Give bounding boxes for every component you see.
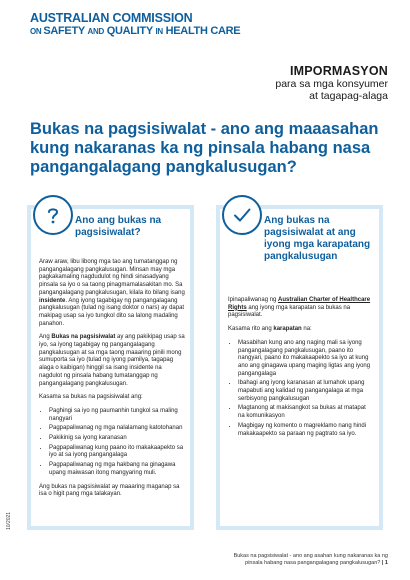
document-audience-line-2: at tagapag-alaga <box>309 90 388 102</box>
list-intro: Kasama rito ang karapatan na: <box>228 326 312 333</box>
info-card-open-disclosure-rights <box>216 205 383 530</box>
logo-line-2: ON SAFETY AND QUALITY IN HEALTH CARE <box>30 25 241 37</box>
page-title: Bukas na pagsisiwalat - ano ang maaasahan kung nakaranas ka ng pinsala habang nasa pangangalagang pangkalusugan? <box>30 120 379 176</box>
list-item: • Pagpapaliwanag ng mga hakbang na ginagawa upang maiwasan itong mangyaring muli. <box>49 462 185 477</box>
card-body <box>228 297 374 444</box>
check-icon <box>222 195 262 235</box>
card-heading: Ano ang bukas na pagsisiwalat? <box>75 215 162 238</box>
healthcare-rights-charter-link[interactable]: Australian Charter of Healthcare Rights <box>228 297 371 311</box>
document-audience-line-1: para sa mga konsyumer <box>275 78 388 90</box>
info-card-what-is-open-disclosure <box>27 205 194 530</box>
bullet-list <box>228 340 374 438</box>
logo-line-1: AUSTRALIAN COMMISSION <box>30 11 193 25</box>
footer-line-1: Bukas na pagsisiwalat - ano ang asahan kung nakaranas ka ng <box>233 553 388 559</box>
bullet-list <box>39 408 185 478</box>
list-item: • Pagpapaliwanag kung paano ito makakaapekto sa iyo at sa iyong pangangalaga <box>49 445 185 460</box>
list-item: • Magbigay ng komento o magreklamo nang hindi makakaapekto sa paraan ng pagtrato sa iyo. <box>238 423 374 438</box>
list-item: • Paghingi sa iyo ng paumanhin tungkol sa maling nangyari <box>49 408 185 423</box>
paragraph: Ang Bukas na pagsisiwalat ay ang pakikipag usap sa iyo, sa iyong tagabigay ng pangangalagang pangkalusugan at sa mga taong maaaring pinili mong sumuporta sa iyo (tulad ng iyong pamilya, tagapag alaga o kaibigan) hinggil sa isang insidente na nagdulot ng pinsala habang tumatanggap ng pangangalagang pangkalusugan. <box>39 334 185 387</box>
closing-paragraph: Ang bukas na pagsisiwalat ay maaaring maganap sa isa o higit pang mga talakayan. <box>39 483 180 498</box>
list-intro: Kasama sa bukas na pagsisiwalat ang: <box>39 394 143 401</box>
publication-date-code: 10/2021 <box>6 511 12 530</box>
card-body <box>39 259 185 505</box>
list-item: • Magtanong at makisangkot sa bukas at matapat na komunikasyon <box>238 405 374 420</box>
list-item: • Ibahagi ang iyong karanasan at lumahok upang mapabuti ang kalidad ng pangangalaga at mga serbisyong pangkalusugan <box>238 380 374 403</box>
document-type-title: IMPORMASYON <box>289 64 388 78</box>
question-icon <box>33 195 73 235</box>
list-item: • Masabihan kung ano ang naging mali sa iyong pangangalagang pangkalusugan, paano ito nangyari, paano ito makakaapekto sa iyo at kung ano ang ginagawa upang maging ligtas ang iyong pangangalaga <box>238 340 374 379</box>
list-item: • Pakikinig sa iyong karanasan <box>49 435 185 443</box>
card-heading: Ang bukas na pagsisiwalat at ang iyong mga karapatang pangkalusugan <box>264 215 371 262</box>
list-item: • Pagpapaliwanag ng mga nalalamang katotohanan <box>49 425 185 433</box>
paragraph: Araw araw, libu libong mga tao ang tumatanggap ng pangangalagang pangkalusugan. Minsan may mga pagkakamaling nagdudulot ng hindi sinasadyang pinsala sa iyo o sa taong pinagmamalasakitan mo. Sa pangangalagang pangkalusugan, kilala ito bilang isang insidente. Ang iyong tagabigay ng pangangalagang pangkalusugan (tulad ng isang doktor o nars) ay dapat makipag usap sa iyo tungkol dito sa lalong madaling panahon. <box>39 259 185 327</box>
paragraph: Ipinapaliwanag ng Australian Charter of Healthcare Rights ang iyong mga karapatan sa bukas na pagsisiwalat. <box>228 297 371 319</box>
page-footer <box>158 553 388 567</box>
page-number: | 1 <box>381 560 388 566</box>
document-type-header <box>275 64 388 102</box>
footer-line-2: pinsala habang nasa pangangalagang pangkalusugan? | 1 <box>245 560 388 566</box>
commission-logo <box>30 12 240 38</box>
